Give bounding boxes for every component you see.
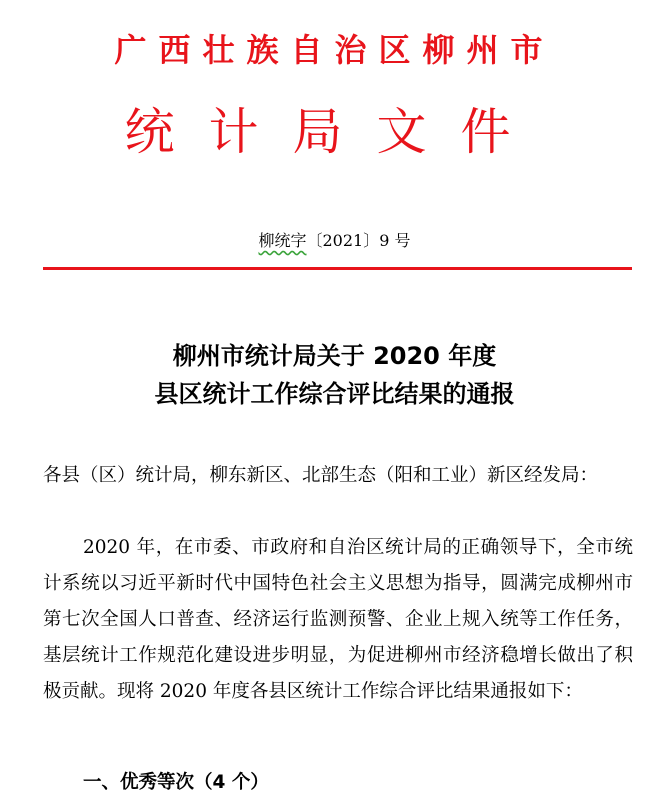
red-divider-line	[43, 267, 632, 270]
recipients: 各县（区）统计局，柳东新区、北部生态（阳和工业）新区经发局：	[43, 465, 599, 486]
document-number	[0, 228, 669, 254]
notice-title-line1: 柳州市统计局关于 2020 年度	[172, 342, 497, 370]
notice-title	[0, 337, 669, 413]
issuer-name: 广西壮族自治区柳州市	[114, 31, 555, 69]
document-number-prefix: 柳统字	[258, 231, 307, 250]
body-paragraph: 2020 年，在市委、市政府和自治区统计局的正确领导下，全市统计系统以习近平新时代中国特色社会主义思想为指导，圆满完成柳州市第七次全国人口普查、经济运行监测预警、企业上规入统等工作任务，基层统计工作规范化建设进步明显，为促进柳州市经济稳增长做出了积极贡献。现将 2020 年度各县区统计工作综合评比结果通报如下：	[43, 537, 633, 702]
document-number-suffix: 〔2021〕9 号	[306, 231, 411, 250]
notice-title-line2: 县区统计工作综合评比结果的通报	[154, 380, 515, 408]
section-heading: 一、优秀等次（4 个）	[83, 772, 269, 793]
document-type-title: 统计局文件	[124, 103, 545, 161]
